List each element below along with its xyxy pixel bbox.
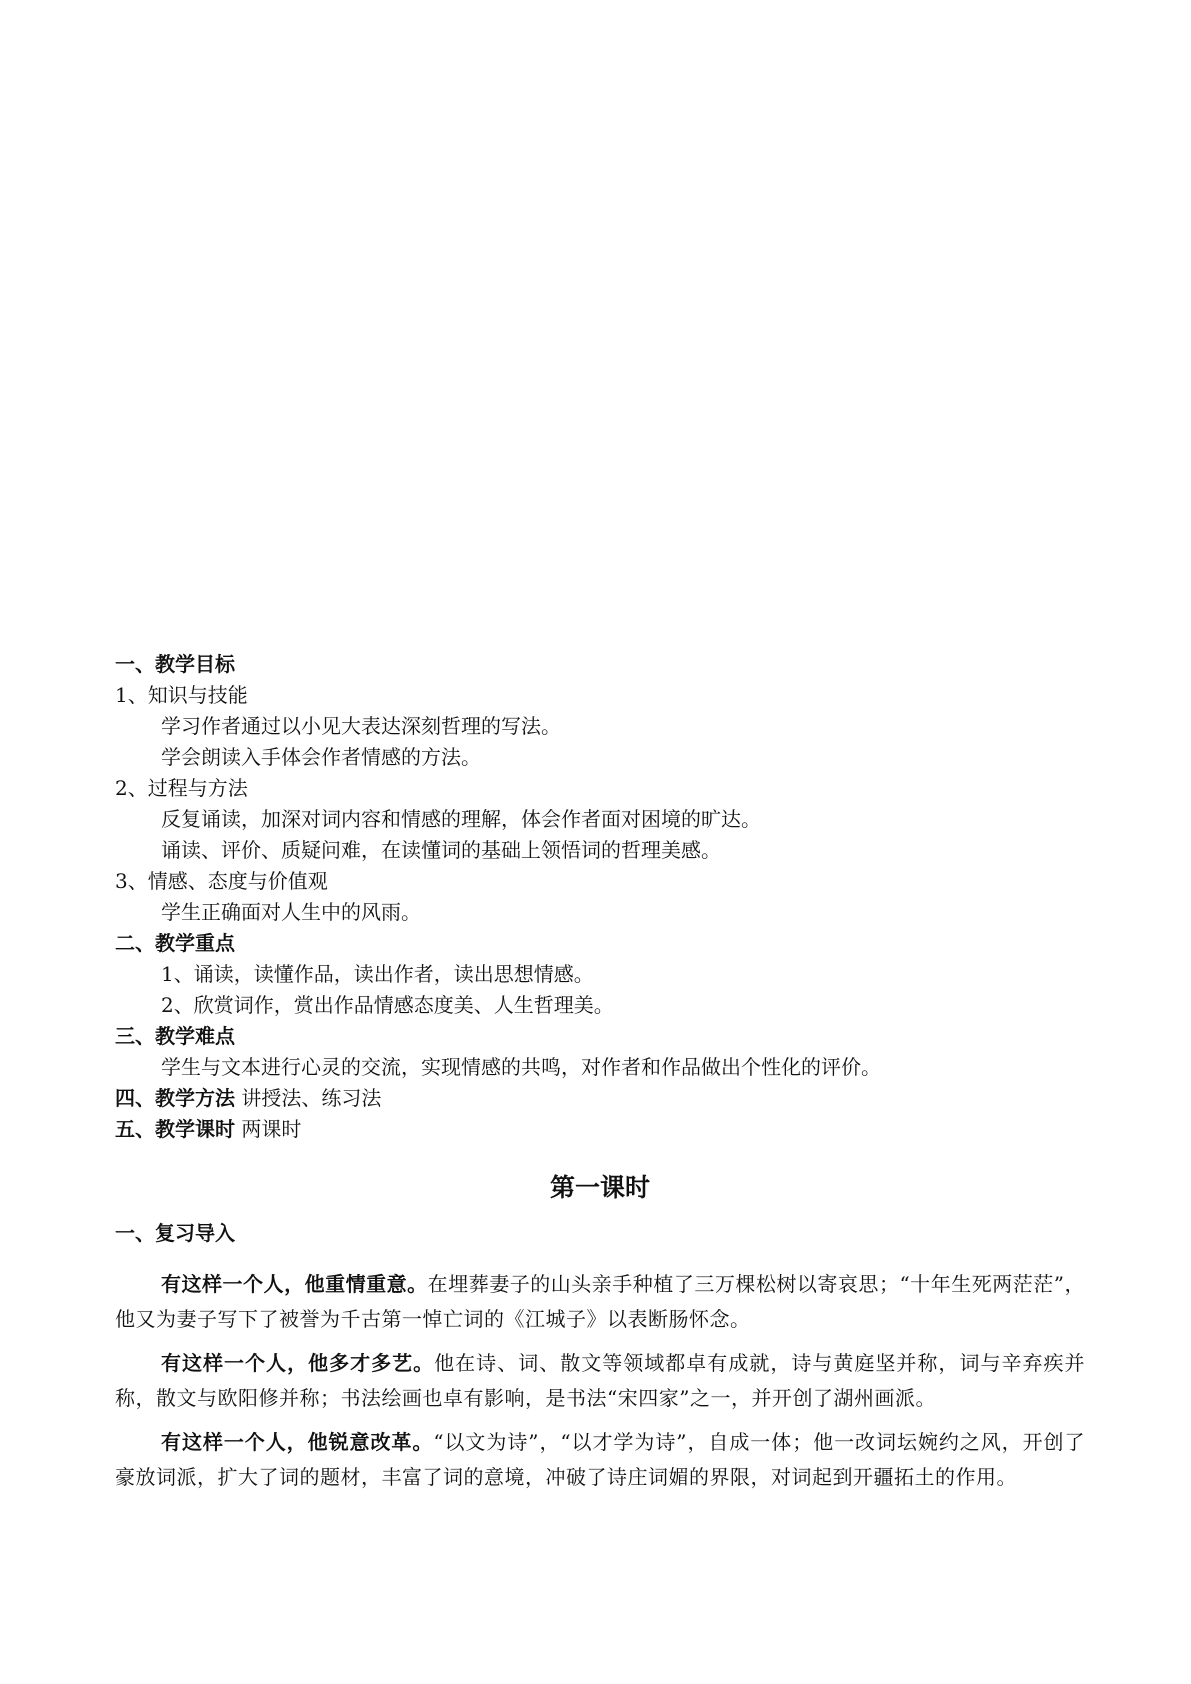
objective-label-process: 2、过程与方法: [115, 776, 248, 800]
objective-line: 诵读、评价、质疑问难，在读懂词的基础上领悟词的哲理美感。: [161, 838, 721, 862]
objective-label-knowledge: 1、知识与技能: [115, 683, 248, 707]
intro-paragraph: [115, 1425, 1085, 1495]
lesson-plan-content: [115, 649, 1085, 1504]
objective-line: 反复诵读，加深对词内容和情感的理解，体会作者面对困境的旷达。: [161, 807, 761, 831]
methods-row: [115, 1083, 1085, 1114]
class-hours-heading: 五、教学课时: [115, 1117, 235, 1141]
methods-value: 讲授法、练习法: [235, 1086, 382, 1110]
paragraph-lead: 有这样一个人，他多才多艺。: [161, 1351, 435, 1375]
key-point-line: 1、诵读，读懂作品，读出作者，读出思想情感。: [161, 962, 594, 986]
lesson-title: 第一课时: [549, 1173, 650, 1202]
key-point-line: 2、欣赏词作，赏出作品情感态度美、人生哲理美。: [161, 993, 614, 1017]
difficulty-line: 学生与文本进行心灵的交流，实现情感的共鸣，对作者和作品做出个性化的评价。: [161, 1055, 881, 1079]
class-hours-value: 两课时: [235, 1117, 302, 1141]
paragraph-text: “以文为诗”，“以才学为诗”，自成一体；他一改词坛婉约之风，开创了豪放词派，扩大了词的题材，丰富了词的意境，冲破了诗庄词媚的界限，对词起到开疆拓土的作用。: [115, 1430, 1085, 1489]
intro-paragraph: [115, 1267, 1085, 1337]
review-heading: 一、复习导入: [115, 1221, 235, 1245]
methods-heading: 四、教学方法: [115, 1086, 235, 1110]
objective-line: 学习作者通过以小见大表达深刻哲理的写法。: [161, 714, 561, 738]
objective-line: 学会朗读入手体会作者情感的方法。: [161, 745, 481, 769]
difficulties-heading: 三、教学难点: [115, 1024, 235, 1048]
class-hours-row: [115, 1114, 1085, 1145]
intro-paragraph: [115, 1346, 1085, 1416]
objective-label-emotion: 3、情感、态度与价值观: [115, 869, 328, 893]
paragraph-text: 他在诗、词、散文等领域都卓有成就，诗与黄庭坚并称，词与辛弃疾并称，散文与欧阳修并称；书法绘画也卓有影响，是书法“宋四家”之一，并开创了湖州画派。: [115, 1351, 1086, 1410]
paragraph-text: 在埋葬妻子的山头亲手种植了三万棵松树以寄哀思；“十年生死两茫茫”，他又为妻子写下了被誉为千古第一悼亡词的《江城子》以表断肠怀念。: [115, 1272, 1086, 1331]
paragraph-lead: 有这样一个人，他重情重意。: [161, 1272, 428, 1296]
key-points-heading: 二、教学重点: [115, 931, 235, 955]
paragraph-lead: 有这样一个人，他锐意改革。: [161, 1430, 434, 1454]
objectives-heading: 一、教学目标: [115, 652, 235, 676]
objective-line: 学生正确面对人生中的风雨。: [161, 900, 421, 924]
